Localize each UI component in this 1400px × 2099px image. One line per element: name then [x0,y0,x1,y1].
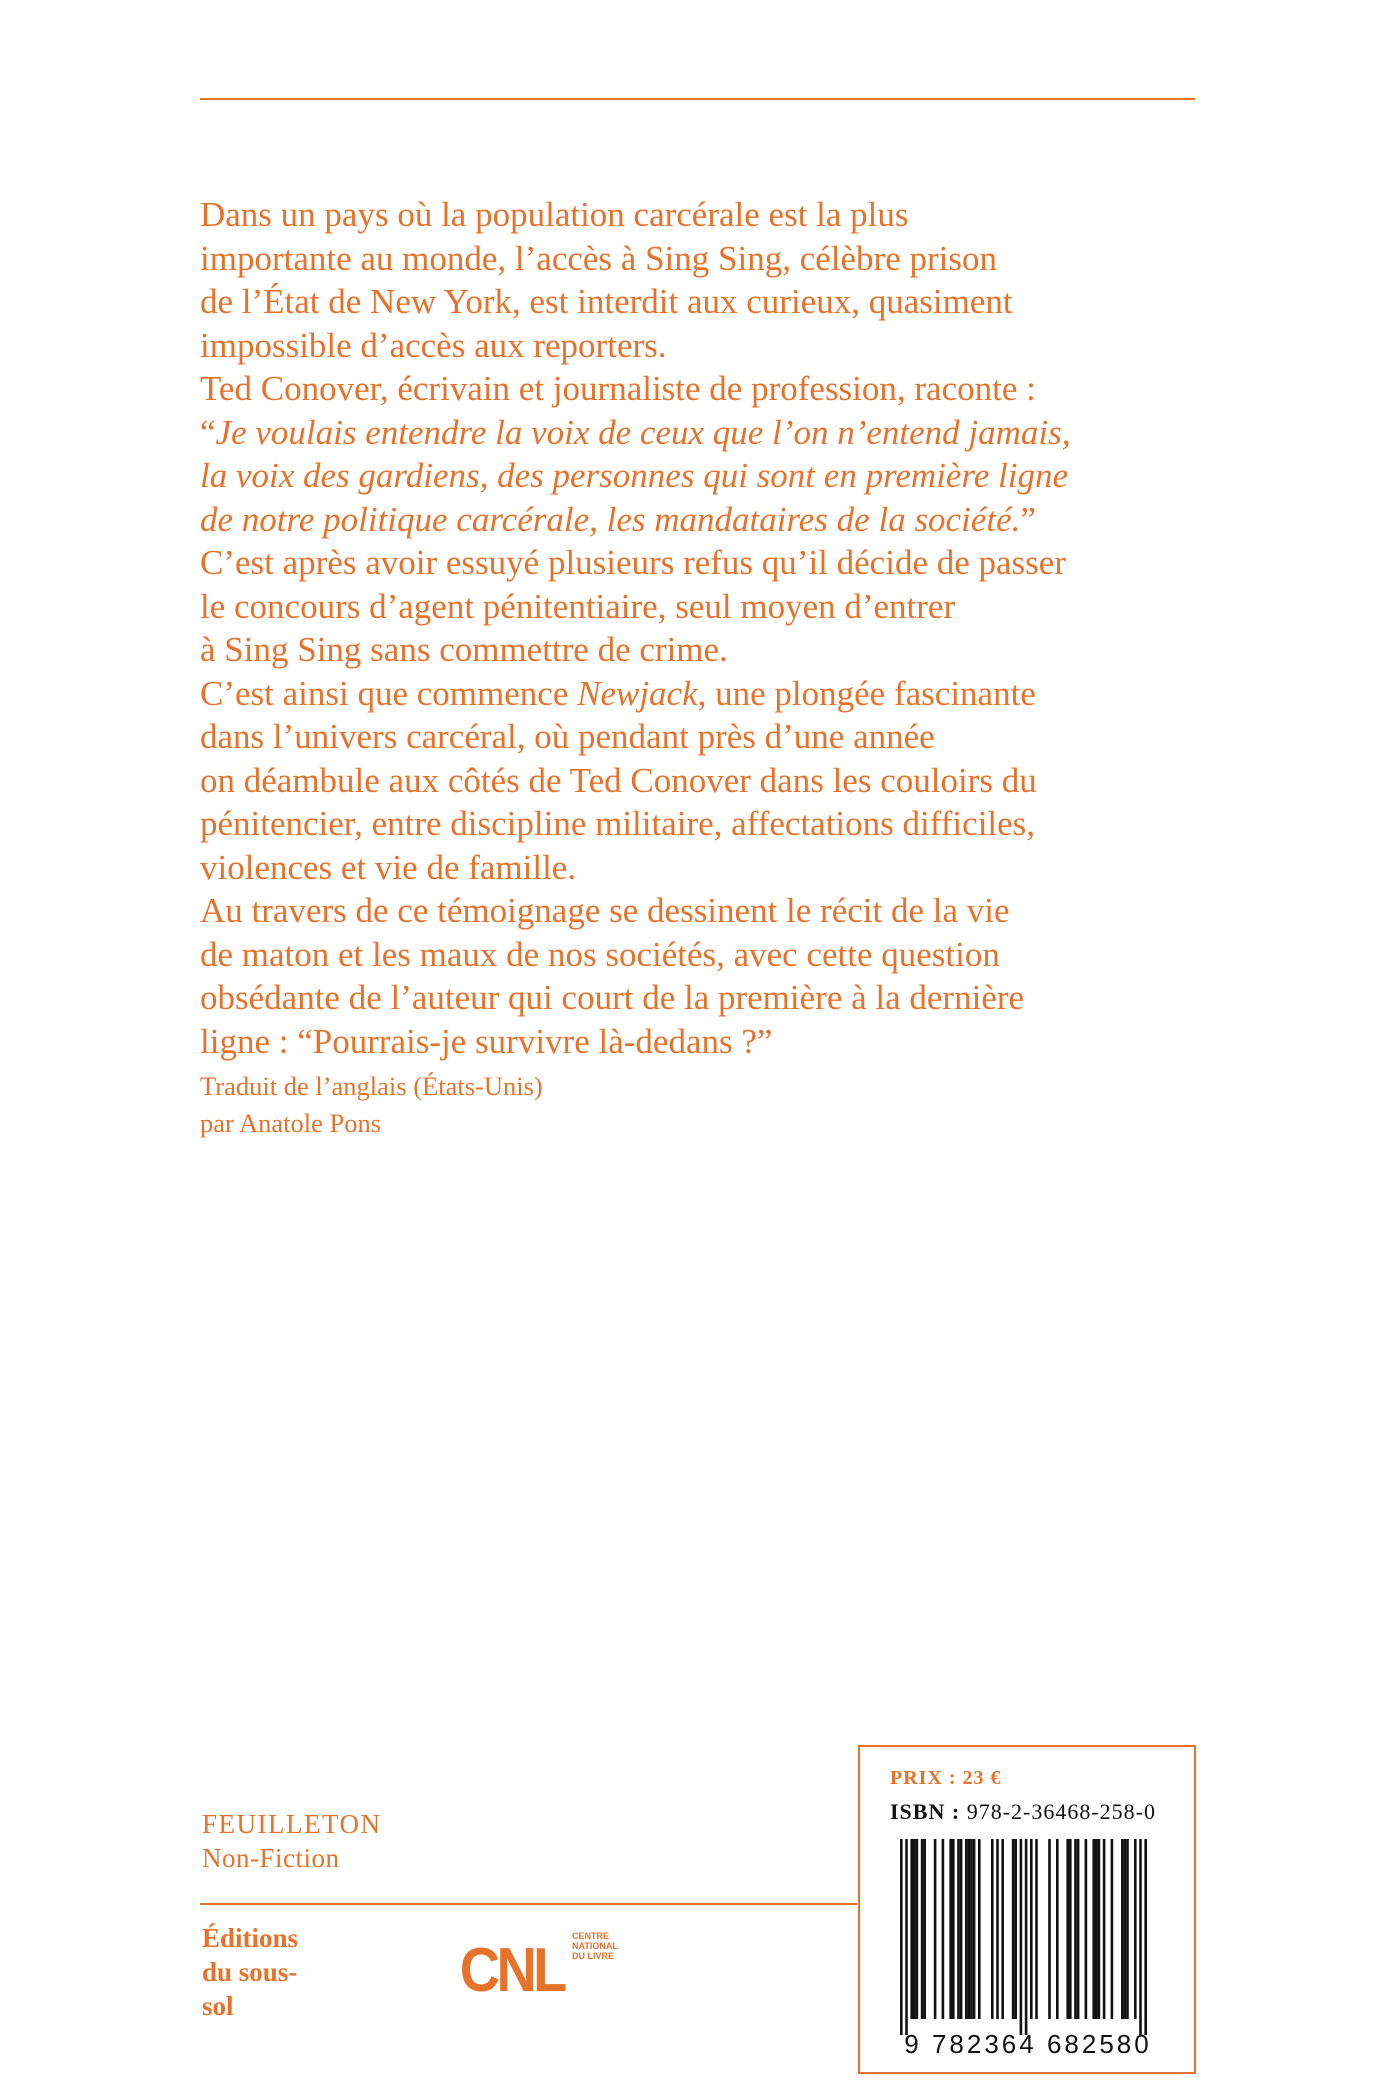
blurb-line: Ted Conover, écrivain et journaliste de profession, raconte : [200,369,1036,408]
back-cover-blurb [200,193,1210,1063]
quote-line [200,454,1210,498]
barcode-bar [910,1839,913,2019]
price-label: PRIX : 23 € [890,1767,1002,1789]
translation-line: Traduit de l’anglais (États-Unis) [200,1071,543,1101]
barcode-bar [952,1839,955,2019]
quote-line [200,498,1210,542]
barcode-bar [965,1839,968,2019]
top-divider [200,98,1195,100]
barcode-bar [991,1839,994,2019]
barcode-bar [1085,1839,1088,2019]
blurb-text: C’est ainsi que commence [200,673,578,713]
barcode-bar [960,1839,963,2019]
isbn-prefix: ISBN : [890,1799,961,1824]
isbn-label [890,1799,1156,1825]
barcode-bar [934,1839,937,2019]
barcode-bar [1095,1839,1098,2019]
quote-text: Je voulais entendre la voix de ceux que l’on n’entend jamais, [215,412,1071,452]
barcode-bar [1035,1839,1038,2019]
blurb-line: C’est après avoir essuyé plusieurs refus qu’il décide de passer [200,543,1066,582]
book-title: Newjack [577,673,698,713]
barcode-bar [970,1839,973,2019]
price-isbn-box [858,1745,1196,2074]
barcode-bar [1111,1839,1114,2019]
translation-credit [200,1068,543,1142]
blurb-line: le concours d’agent pénitentiaire, seul moyen d’entrer [200,586,956,626]
quote-text: la voix des gardiens, des personnes qui sont en première ligne [200,456,1069,495]
blurb-line: pénitencier, entre discipline militaire, affectations difficiles, [200,804,1036,843]
barcode-bar [1014,1839,1017,2019]
series-name: FEUILLETON [202,1809,382,1839]
barcode-bar [949,1839,952,2019]
barcode-bar [1020,1839,1023,2035]
barcode-bar [916,1839,919,2019]
blurb-line: importante au monde, l’accès à Sing Sing, célèbre prison [200,238,997,278]
opening-quote: “ [200,412,216,452]
isbn-number: 978-2-36468-258-0 [966,1799,1156,1824]
barcode-bar [1077,1839,1080,2019]
barcode-bar [968,1839,971,2019]
barcode-digits: 9 782364 682580 [904,2029,1152,2059]
genre-name: Non-Fiction [202,1843,340,1873]
barcode-bar [1134,1839,1137,2019]
bottom-divider [200,1903,857,1905]
cnl-logo [458,1925,618,2005]
barcode-bar [996,1839,999,2019]
blurb-line: ligne : “Pourrais-je survivre là-dedans ?” [200,1021,773,1061]
quote-line [200,411,1210,455]
barcode-bar [1066,1839,1069,2019]
publisher-name [202,1921,298,2023]
barcode-bar [978,1839,981,2019]
blurb-line: impossible d’accès aux reporters. [200,325,667,365]
barcode-bar [1092,1839,1095,2019]
blurb-line: de l’État de New York, est interdit aux curieux, quasiment [200,282,1013,321]
barcode-bar [1124,1839,1127,2019]
barcode-bar [1048,1839,1051,2019]
barcode-bar [913,1839,916,2019]
cnl-logo-text: CENTRE [572,1931,610,1941]
barcode-bar [905,1839,908,2035]
publisher-line: sol [202,1991,234,2021]
barcode-bar [1001,1839,1004,2019]
publisher-line: Éditions [202,1923,299,1953]
barcode-bar [1121,1839,1124,2019]
blurb-line: dans l’univers carcéral, où pendant près d’une année [200,717,935,756]
barcode-bar [973,1839,976,2019]
barcode-bar [957,1839,960,2019]
barcode-bar [921,1839,924,2019]
quote-text: de notre politique carcérale, les mandataires de la société. [200,499,1021,539]
translator-name: par Anatole Pons [200,1108,382,1138]
barcode-bar [900,1839,903,2035]
publisher-line: du sous- [202,1957,298,1987]
blurb-text: , une plongée fascinante [697,673,1036,713]
barcode-bar [1030,1839,1033,2019]
cnl-logo-text: NATIONAL [572,1941,618,1951]
blurb-line: à Sing Sing sans commettre de crime. [200,630,728,669]
barcode-bar [1098,1839,1101,2019]
blurb-line: violences et vie de famille. [200,847,577,887]
blurb-line: de maton et les maux de nos sociétés, avec cette question [200,934,1000,974]
barcode-bar [1056,1839,1059,2019]
blurb-line: Au travers de ce témoignage se dessinent le récit de la vie [200,891,1010,930]
blurb-line: Dans un pays où la population carcérale est la plus [200,195,909,234]
barcode-bar [1074,1839,1077,2019]
barcode-bar [1012,1839,1015,2019]
barcode-bar [923,1839,926,2019]
cnl-logo-text: DU LIVRE [572,1951,615,1961]
barcode-bar [1025,1839,1028,2035]
blurb-line [200,672,1210,716]
barcode-bar [1139,1839,1142,2035]
blurb-line: on déambule aux côtés de Ted Conover dans les couloirs du [200,760,1037,800]
closing-quote: ” [1020,499,1036,539]
barcode-bar [1069,1839,1072,2019]
blurb-line: obsédante de l’auteur qui court de la première à la dernière [200,978,1025,1017]
barcode-bar [1144,1839,1147,2035]
barcode-bar [942,1839,945,2019]
cnl-logo-letters: CNL [459,1936,564,2005]
barcode-bar [1126,1839,1129,2019]
collection-label [202,1807,381,1875]
barcode [878,1835,1178,2065]
barcode-bar [1103,1839,1106,2019]
